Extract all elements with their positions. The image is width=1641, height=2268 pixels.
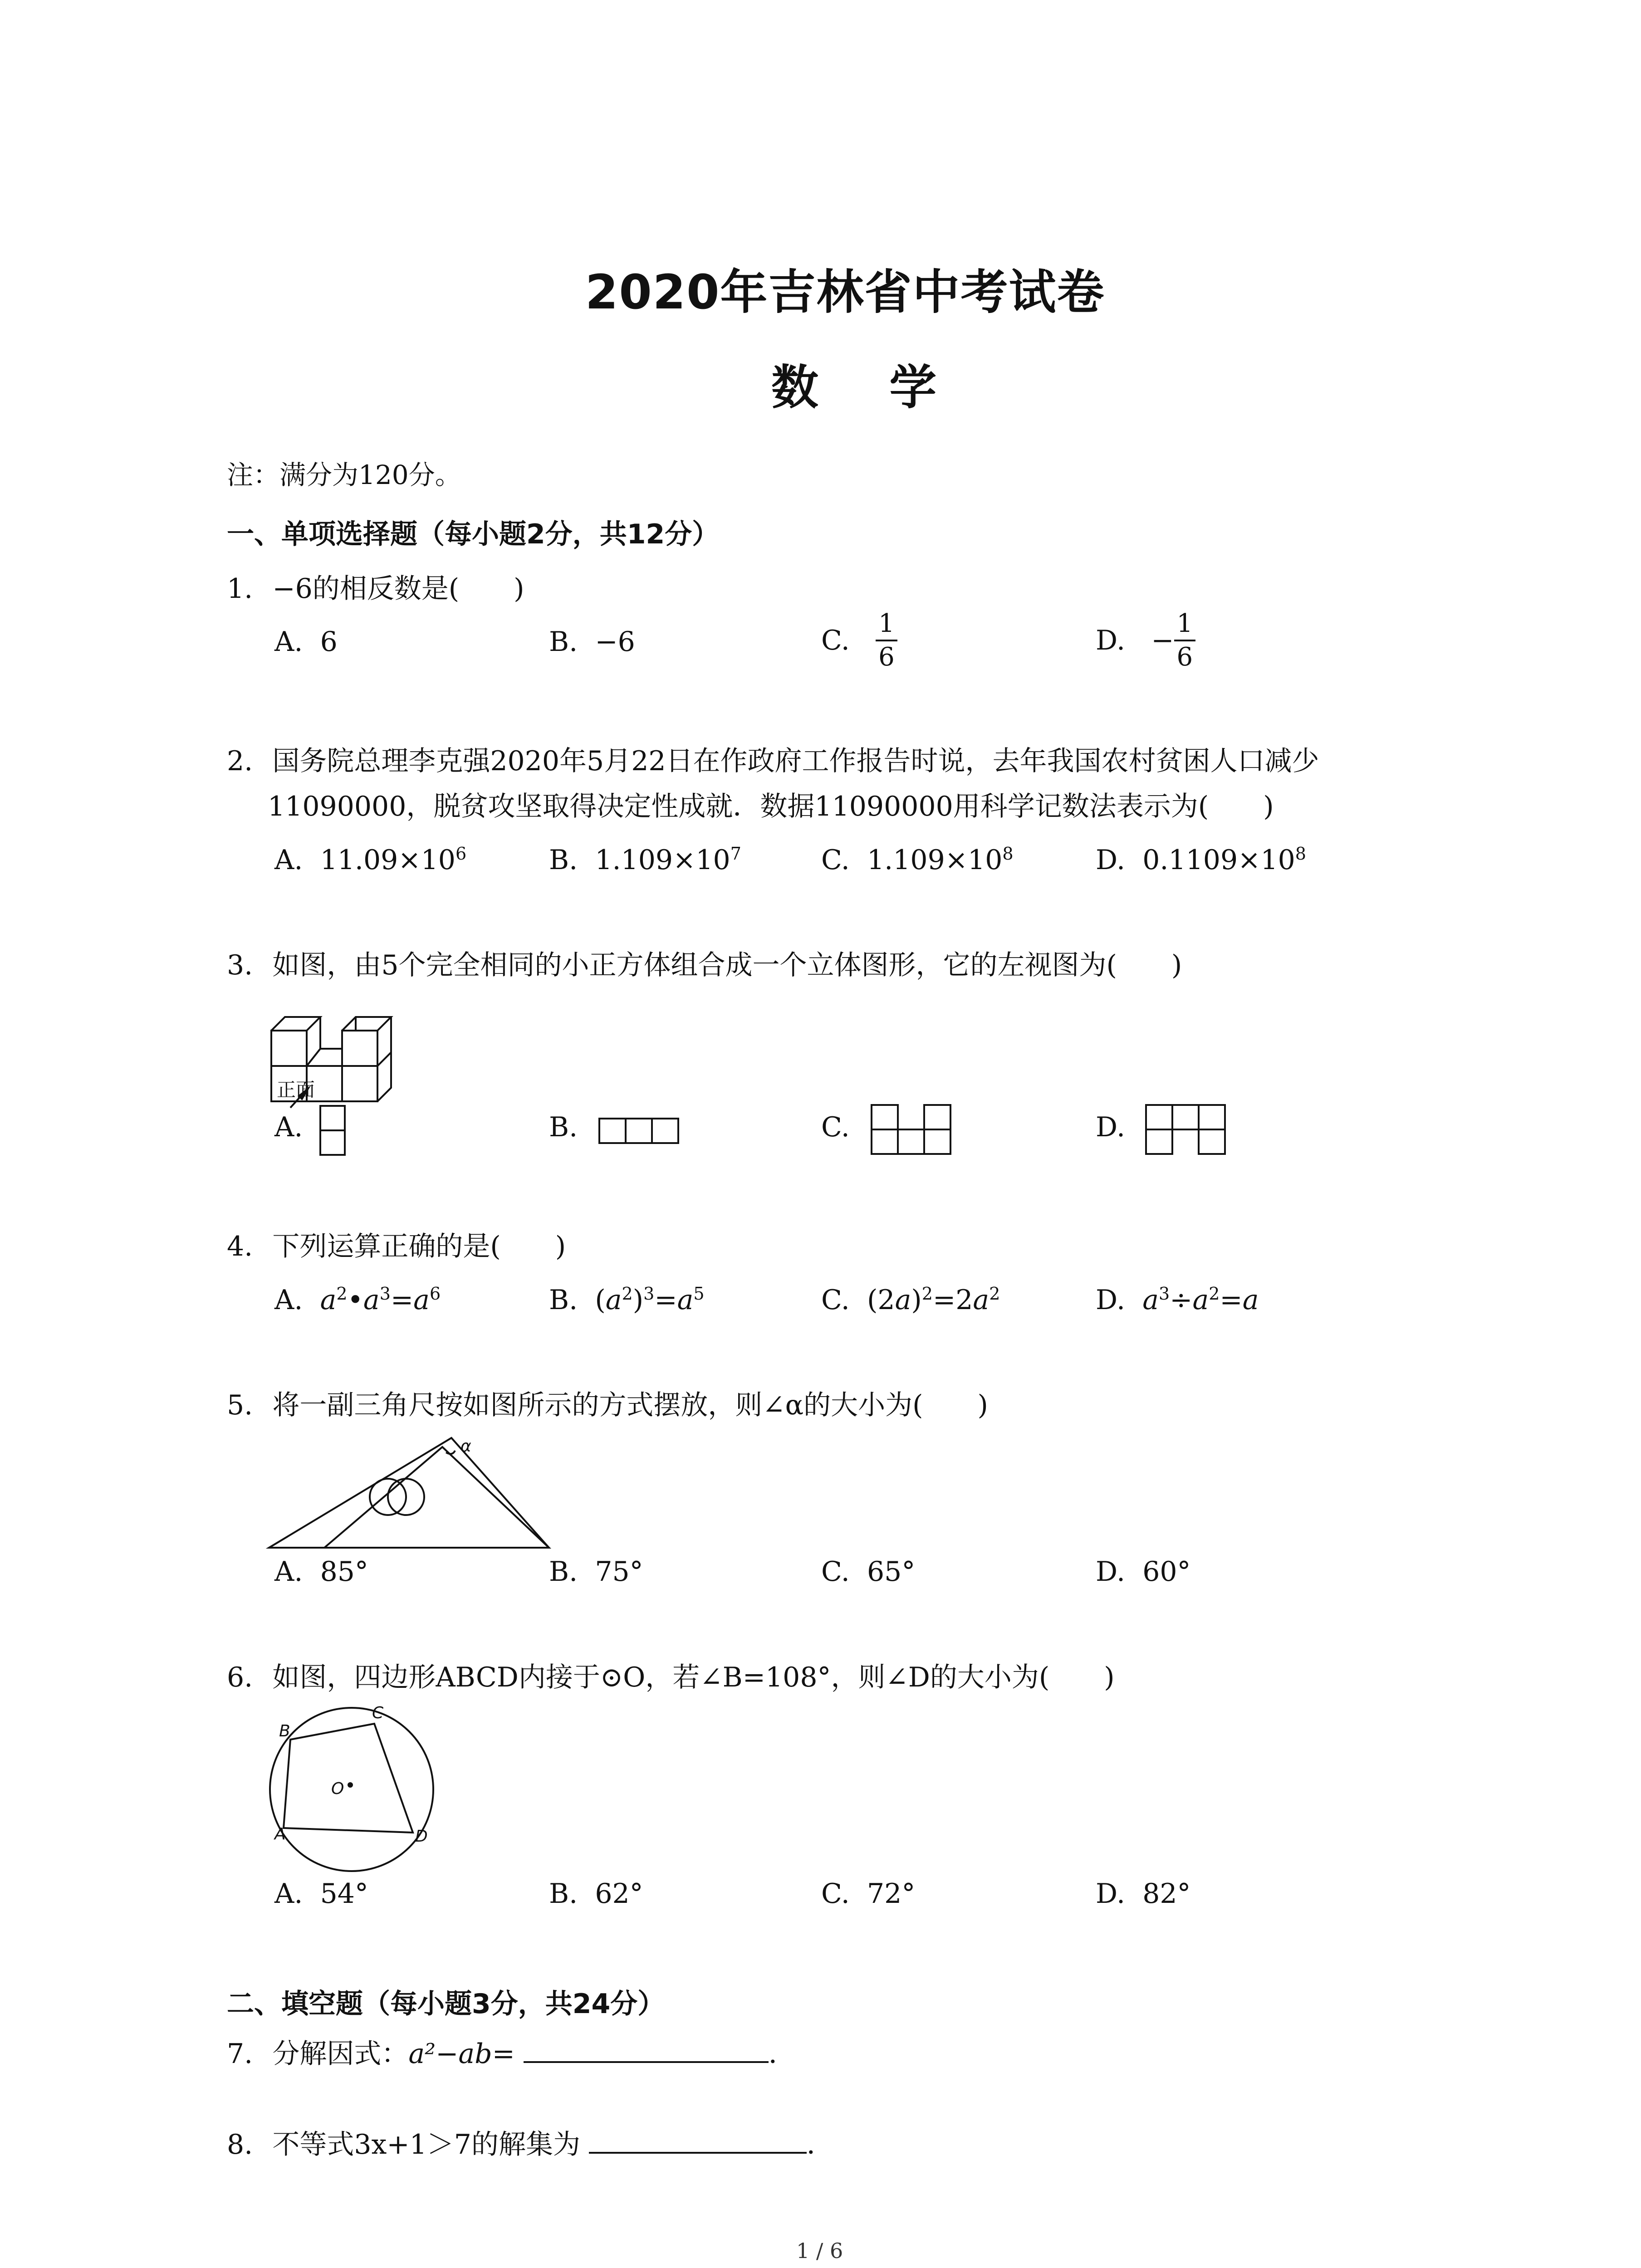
option-label: A. <box>274 1284 303 1316</box>
point-d-label: D <box>415 1827 428 1846</box>
option-value: 82° <box>1142 1878 1191 1910</box>
q6-option-b <box>549 1878 643 1910</box>
point-a-label: A <box>274 1825 286 1843</box>
option-label: C. <box>821 1284 850 1316</box>
front-label: 正面 <box>277 1079 315 1101</box>
option-label: D. <box>1096 1878 1126 1910</box>
question-text: −6的相反数是( ) <box>272 573 524 605</box>
inscribed-quadrilateral-figure <box>263 1696 454 1878</box>
fraction-numerator: 1 <box>876 608 897 641</box>
point-c-label: C <box>372 1704 384 1722</box>
q3-option-d-label: D. <box>1096 1111 1126 1143</box>
question-2-line2: 11090000，脱贫攻坚取得决定性成就．数据11090000用科学记数法表示为( ) <box>268 791 1274 822</box>
option-label: A. <box>274 1878 303 1910</box>
q2-option-a <box>274 844 466 876</box>
option-value: −6 <box>595 626 635 658</box>
option-exponent: 8 <box>1295 844 1306 864</box>
option-label: D. <box>1096 844 1126 876</box>
option-label: A. <box>274 626 303 658</box>
question-end: ． <box>807 2129 834 2160</box>
minus-sign: − <box>1151 625 1174 656</box>
q2-option-c <box>821 844 1014 876</box>
option-label: A. <box>274 844 303 876</box>
question-7 <box>227 2032 796 2076</box>
q4-option-a: A. $a^2•a^3=a^6$ <box>274 1284 441 1316</box>
q2-option-d <box>1096 844 1306 876</box>
option-value: 75° <box>595 1556 643 1588</box>
question-4 <box>227 1225 566 1268</box>
option-label: C. <box>821 1878 850 1910</box>
q6-option-c <box>821 1878 915 1910</box>
option-base: 1.109×10 <box>595 844 730 876</box>
option-value: 85° <box>320 1556 368 1588</box>
option-label: B. <box>549 626 578 658</box>
triangle-rulers-figure <box>265 1424 560 1556</box>
q6-option-a <box>274 1878 368 1910</box>
q6-option-d <box>1096 1878 1191 1910</box>
option-label: B. <box>549 1878 578 1910</box>
question-number: 1. <box>227 573 253 605</box>
option-value: 60° <box>1142 1556 1191 1588</box>
question-number: 3. <box>227 949 253 981</box>
q4-option-c: C. $(2a)^2=2a^2$ <box>821 1284 1000 1316</box>
q3-option-b-label: B. <box>549 1111 578 1143</box>
fraction <box>1174 608 1196 673</box>
option-base: 0.1109×10 <box>1142 844 1295 876</box>
question-number: 4. <box>227 1231 253 1262</box>
fraction <box>876 608 897 673</box>
option-exponent: 6 <box>455 844 467 864</box>
section-heading-choice: 一、单项选择题（每小题2分，共12分） <box>227 518 720 550</box>
question-text: 如图，由5个完全相同的小正方体组合成一个立体图形，它的左视图为( ) <box>272 949 1182 981</box>
page-title: 2020年吉林省中考试卷 <box>585 264 1105 320</box>
point-o-label: O <box>331 1779 344 1798</box>
center-point <box>348 1782 353 1788</box>
option-label: D. <box>1096 1284 1126 1316</box>
option-value: 54° <box>320 1878 368 1910</box>
option-value: 62° <box>595 1878 643 1910</box>
page-number: 1 / 6 <box>796 2239 843 2263</box>
q4-option-d: D. $a^3\div a^2=a$ <box>1096 1284 1259 1316</box>
option-value: 65° <box>867 1556 916 1588</box>
q3-option-a-figure <box>318 1102 349 1161</box>
answer-blank[interactable] <box>524 2043 769 2063</box>
q5-option-d <box>1096 1556 1191 1588</box>
option-exponent: 8 <box>1002 844 1014 864</box>
question-3 <box>227 943 1182 987</box>
q3-option-d-figure <box>1143 1102 1230 1161</box>
option-label: B. <box>549 1556 578 1588</box>
question-text: 如图，四边形ABCD内接于⊙O，若∠B=108°，则∠D的大小为( ) <box>272 1662 1115 1693</box>
q1-option-c <box>821 608 897 673</box>
question-1 <box>227 567 524 611</box>
fraction-denominator: 6 <box>878 642 895 672</box>
question-number: 2. <box>227 745 253 777</box>
q1-option-d <box>1096 608 1195 673</box>
q1-option-a <box>274 626 338 658</box>
q5-option-a <box>274 1556 368 1588</box>
question-end: ． <box>768 2038 796 2070</box>
question-text: 不等式3x+1＞7的解集为 <box>272 2129 580 2160</box>
question-number: 7. <box>227 2038 253 2070</box>
option-label: C. <box>821 844 850 876</box>
question-5 <box>227 1383 988 1427</box>
q4-option-b: B. $(a^2)^3=a^5$ <box>549 1284 705 1316</box>
fraction-denominator: 6 <box>1176 642 1193 672</box>
section-heading-fill-in: 二、填空题（每小题3分，共24分） <box>227 1988 665 2020</box>
option-label: B. <box>549 844 578 876</box>
question-text: 下列运算正确的是( ) <box>272 1231 566 1262</box>
option-label: D. <box>1096 625 1126 656</box>
question-prefix: 分解因式： <box>272 2038 409 2070</box>
option-base: 11.09×10 <box>320 844 456 876</box>
point-b-label: B <box>279 1722 290 1740</box>
option-base: 1.109×10 <box>867 844 1003 876</box>
option-label: C. <box>821 625 850 656</box>
option-value: 72° <box>867 1878 916 1910</box>
score-note: 注：满分为120分。 <box>227 459 461 490</box>
option-label: B. <box>549 1284 578 1316</box>
q5-option-b <box>549 1556 643 1588</box>
q3-option-a-label: A. <box>274 1111 303 1143</box>
question-6 <box>227 1656 1115 1699</box>
option-label: D. <box>1096 1556 1126 1588</box>
q1-option-b <box>549 626 635 658</box>
question-text: 将一副三角尺按如图所示的方式摆放，则∠α的大小为( ) <box>272 1389 988 1421</box>
q2-option-b <box>549 844 741 876</box>
alpha-label: α <box>460 1437 471 1456</box>
subject-title: 数 学 <box>771 360 964 415</box>
q3-option-c-figure <box>869 1102 955 1161</box>
answer-blank[interactable] <box>589 2134 807 2154</box>
fraction-numerator: 1 <box>1174 608 1196 641</box>
question-number: 6. <box>227 1662 253 1693</box>
option-exponent: 7 <box>730 844 741 864</box>
question-8 <box>227 2123 834 2166</box>
q5-option-c <box>821 1556 915 1588</box>
option-value: 6 <box>320 626 338 658</box>
question-text-line1: 国务院总理李克强2020年5月22日在作政府工作报告时说，去年我国农村贫困人口减少 <box>272 745 1319 777</box>
question-2 <box>227 739 1319 783</box>
question-math: a²−ab= <box>408 2038 515 2070</box>
q3-option-c-label: C. <box>821 1111 850 1143</box>
question-number: 8. <box>227 2129 253 2160</box>
option-label: C. <box>821 1556 850 1588</box>
option-label: A. <box>274 1556 303 1588</box>
question-number: 5. <box>227 1389 253 1421</box>
q3-option-b-figure <box>597 1116 683 1148</box>
